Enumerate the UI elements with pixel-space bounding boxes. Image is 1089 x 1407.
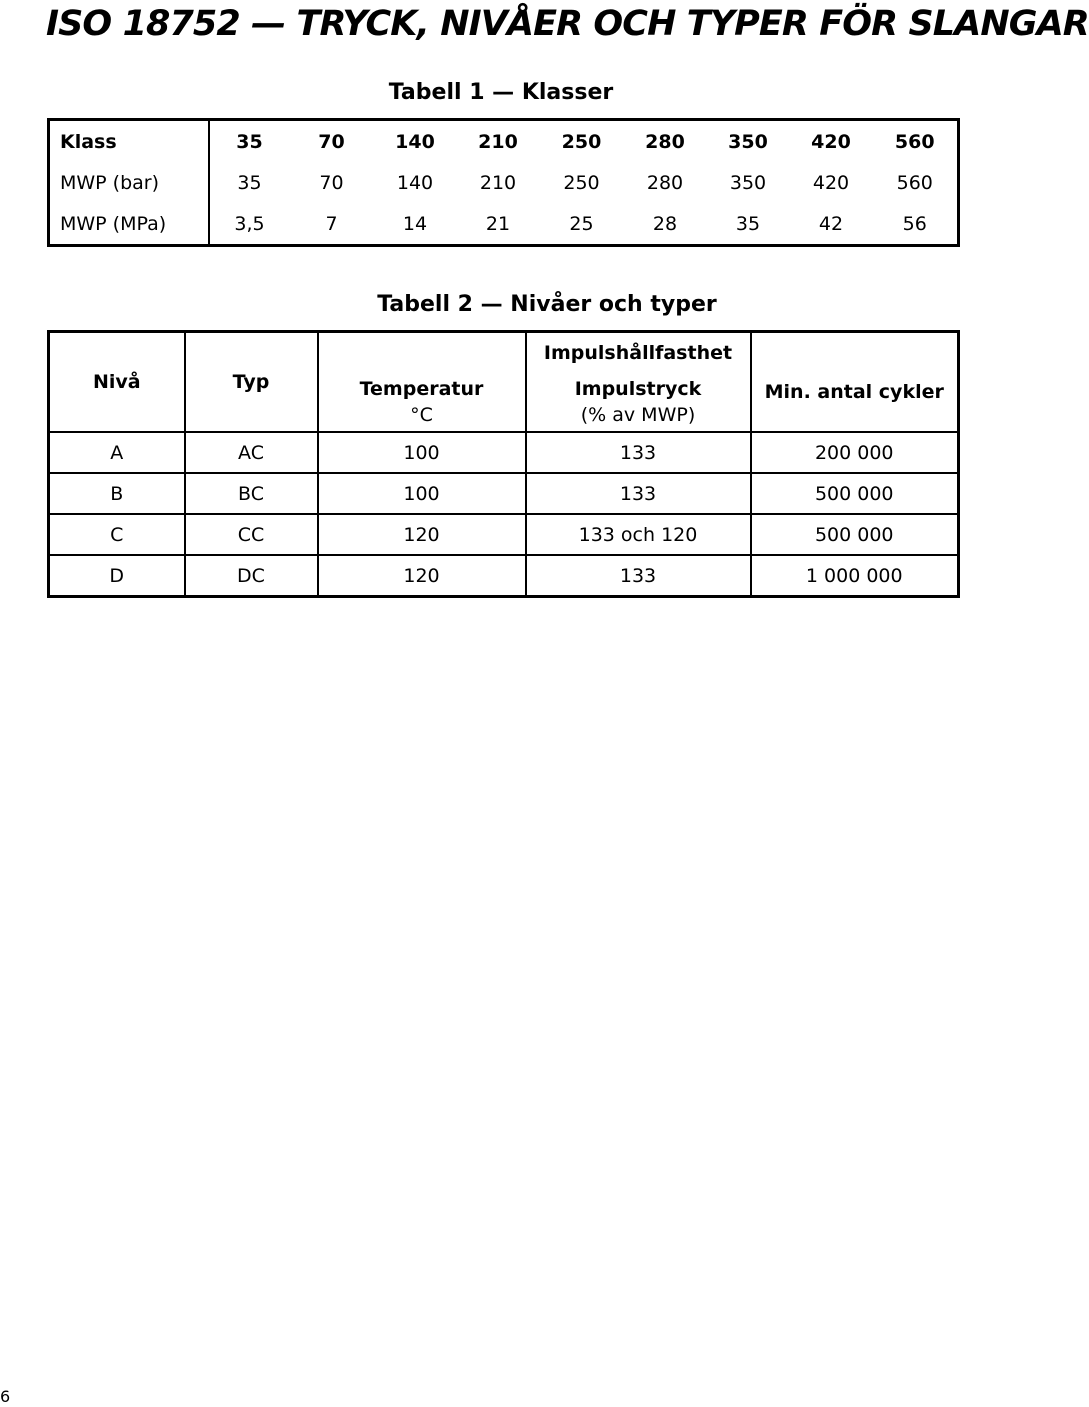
cell-level: A [49,432,185,473]
table1-caption: Tabell 1 — Klasser [388,80,614,105]
table-row [49,120,959,163]
table-cell: 70 [319,171,344,194]
levels-types-table [47,330,960,598]
table-row [49,555,959,597]
cell-temperature: 120 [318,514,526,555]
table2-caption: Tabell 2 — Nivåer och typer [377,292,717,317]
table-cell: 280 [645,130,685,153]
cell-temperature: 100 [318,473,526,514]
cell-min-cycles: 1 000 000 [751,555,959,597]
header-temperature-label: Temperatur [359,378,484,400]
table-cell: 560 [896,171,933,194]
header-type: Typ [185,332,318,433]
table-cell: 350 [728,130,768,153]
cell-level: C [49,514,185,555]
table-cell: 35 [735,212,761,235]
table-cell: 42 [818,212,844,235]
header-impulse-pressure-unit: (% av MWP) [580,404,696,426]
table-row [49,432,959,473]
cell-type: DC [185,555,318,597]
table-row [49,473,959,514]
cell-min-cycles: 500 000 [751,473,959,514]
classes-table [47,118,960,247]
table-cell: 35 [237,171,262,194]
table-cell: 7 [325,212,338,235]
table-cell: 3,5 [234,212,265,235]
table-cell: 140 [395,130,435,153]
table-cell: 70 [318,130,345,153]
cell-type: AC [185,432,318,473]
table-row [49,162,959,203]
header-level: Nivå [49,332,185,433]
row-label: Klass [49,120,209,163]
cell-type: BC [185,473,318,514]
header-temperature-unit: °C [410,404,433,426]
header-impulse-group: Impulshållfasthet [526,332,751,374]
table-cell: 560 [894,130,935,153]
table-cell: 280 [646,171,684,194]
table-row [49,203,959,246]
page-title: ISO 18752 — TRYCK, NIVÅER OCH TYPER FÖR SLANGAR [46,4,1089,44]
table-cell: 28 [652,212,678,235]
table-cell: 21 [485,212,511,235]
header-min-cycles: Min. antal cykler [751,332,959,433]
cell-min-cycles: 500 000 [751,514,959,555]
cell-impulse-pressure: 133 och 120 [526,514,751,555]
table-cell: 210 [478,130,518,153]
table-cell: 250 [561,130,602,153]
page-number: 6 [0,1387,11,1406]
table-cell: 420 [811,130,851,153]
table-cell: 25 [569,212,594,235]
header-spacer [318,332,526,374]
header-impulse-pressure [526,373,751,432]
header-impulse-pressure-label: Impulstryck [574,378,702,400]
row-label: MWP (bar) [49,162,209,203]
cell-min-cycles: 200 000 [751,432,959,473]
table-cell: 210 [479,171,517,194]
cell-impulse-pressure: 133 [526,555,751,597]
table-cell: 35 [236,130,263,153]
cell-temperature: 100 [318,432,526,473]
cell-type: CC [185,514,318,555]
cell-impulse-pressure: 133 [526,473,751,514]
table-cell: 250 [563,171,600,194]
cell-level: B [49,473,185,514]
table-cell: 420 [812,171,850,194]
cell-impulse-pressure: 133 [526,432,751,473]
table-cell: 350 [729,171,767,194]
row-label: MWP (MPa) [49,203,209,246]
table-cell: 14 [402,212,428,235]
table-row [49,514,959,555]
cell-temperature: 120 [318,555,526,597]
table-cell: 140 [396,171,434,194]
header-temperature [318,373,526,432]
table-cell: 56 [902,212,927,235]
cell-level: D [49,555,185,597]
